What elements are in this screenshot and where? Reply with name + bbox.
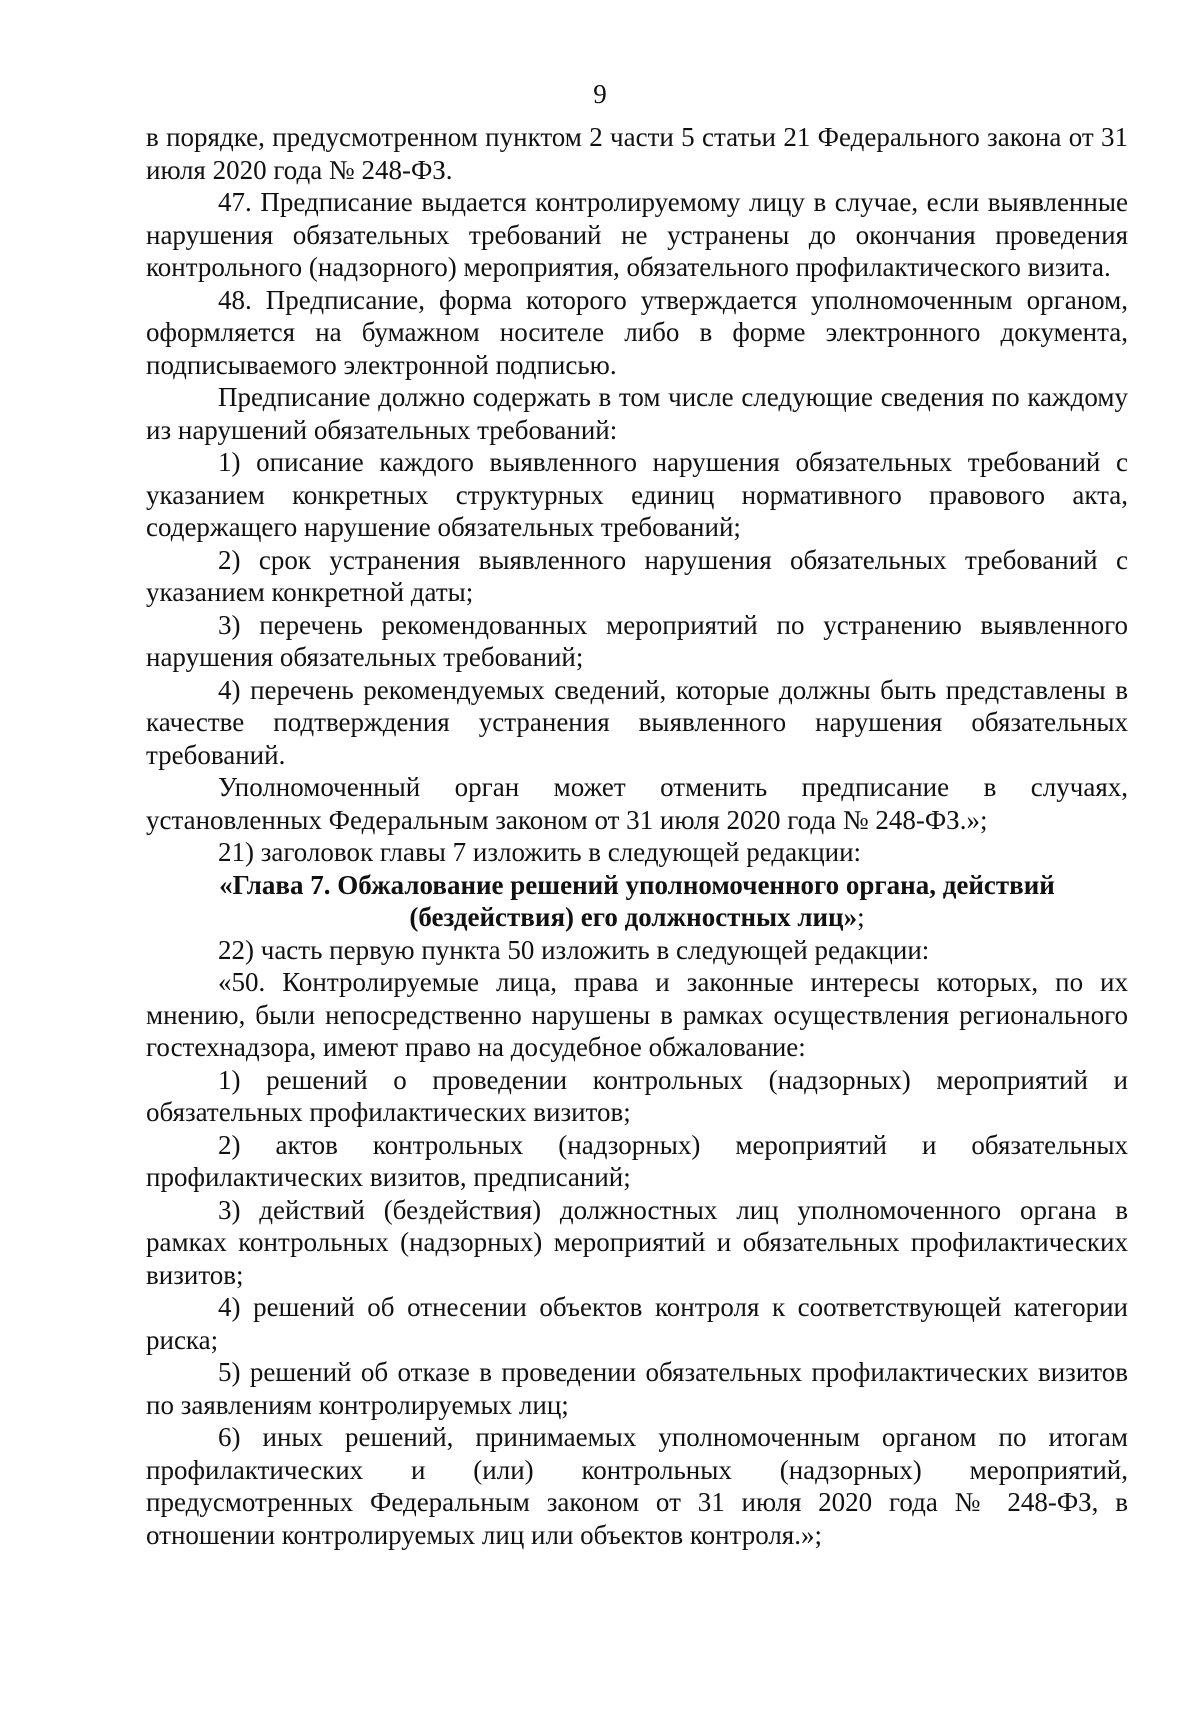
list-item-1: 1) описание каждого выявленного нарушения обязательных требований с указанием конкретных структурных единиц нормативного правового акта, содержащего нарушение обязательных требований;: [146, 447, 1128, 542]
paragraph-continuation: в порядке, предусмотренном пунктом 2 части 5 статьи 21 Федерального закона от 31 июля 2020 года № 248-ФЗ.: [146, 122, 1128, 185]
chapter-heading-line-2: (бездействия) его должностных лиц»: [409, 902, 858, 932]
paragraph-item-48: 48. Предписание, форма которого утверждается уполномоченным органом, оформляется на бумажном носителе либо в форме электронного документа, подписываемого электронной подписью.: [146, 284, 1128, 380]
page-number: 9: [593, 79, 607, 109]
list-item-3: 3) перечень рекомендованных мероприятий по устранению выявленного нарушения обязательных требований;: [146, 609, 1128, 672]
list-item-2: 2) срок устранения выявленного нарушения обязательных требований с указанием конкретной даты;: [146, 544, 1128, 607]
chapter-heading-tail: ;: [857, 902, 865, 932]
chapter-heading-line-1: «Глава 7. Обжалование решений уполномоченного органа, действий: [219, 869, 1055, 900]
paragraph-prescription-content: Предписание должно содержать в том числе следующие сведения по каждому из нарушений обязательных требований:: [146, 382, 1128, 445]
paragraph-item-47: 47. Предписание выдается контролируемому лицу в случае, если выявленные нарушения обязательных требований не устранены до окончания проведения контрольного (надзорного) мероприятия, обязательного профилактического визита.: [146, 187, 1128, 282]
paragraph-item-50: «50. Контролируемые лица, права и законные интересы которых, по их мнению, были непосредственно нарушены в рамках осуществления регионального гостехнадзора, имеют право на досудебное обжалование:: [146, 967, 1128, 1062]
appeal-item-5: 5) решений об отказе в проведении обязательных профилактических визитов по заявлениям контролируемых лиц;: [146, 1357, 1128, 1420]
list-item-4: 4) перечень рекомендуемых сведений, которые должны быть представлены в качестве подтверждения устранения выявленного нарушения обязательных требований.: [146, 674, 1128, 770]
appeal-item-2: 2) актов контрольных (надзорных) мероприятий и обязательных профилактических визитов, предписаний;: [146, 1129, 1128, 1192]
amendment-22: 22) часть первую пункта 50 изложить в следующей редакции:: [218, 934, 930, 965]
amendment-21: 21) заголовок главы 7 изложить в следующей редакции:: [218, 837, 862, 867]
appeal-item-3: 3) действий (бездействия) должностных лиц уполномоченного органа в рамках контрольных (надзорных) мероприятий и обязательных профилактических визитов;: [146, 1194, 1128, 1290]
paragraph-cancel-prescription: Уполномоченный орган может отменить предписание в случаях, установленных Федеральным законом от 31 июля 2020 года № 248-ФЗ.»;: [146, 772, 1128, 835]
appeal-item-6: 6) иных решений, принимаемых уполномоченным органом по итогам профилактических и (или) контрольных (надзорных) мероприятий, предусмотренных Федеральным законом от 31 июля 2020 года № 248-ФЗ, в отношении контролируемых лиц или объектов контроля.»;: [146, 1422, 1128, 1550]
document-body: [146, 121, 1128, 1551]
chapter-heading: [146, 869, 1128, 934]
appeal-item-4: 4) решений об отнесении объектов контроля к соответствующей категории риска;: [146, 1292, 1128, 1355]
appeal-item-1: 1) решений о проведении контрольных (надзорных) мероприятий и обязательных профилактических визитов;: [146, 1064, 1128, 1127]
